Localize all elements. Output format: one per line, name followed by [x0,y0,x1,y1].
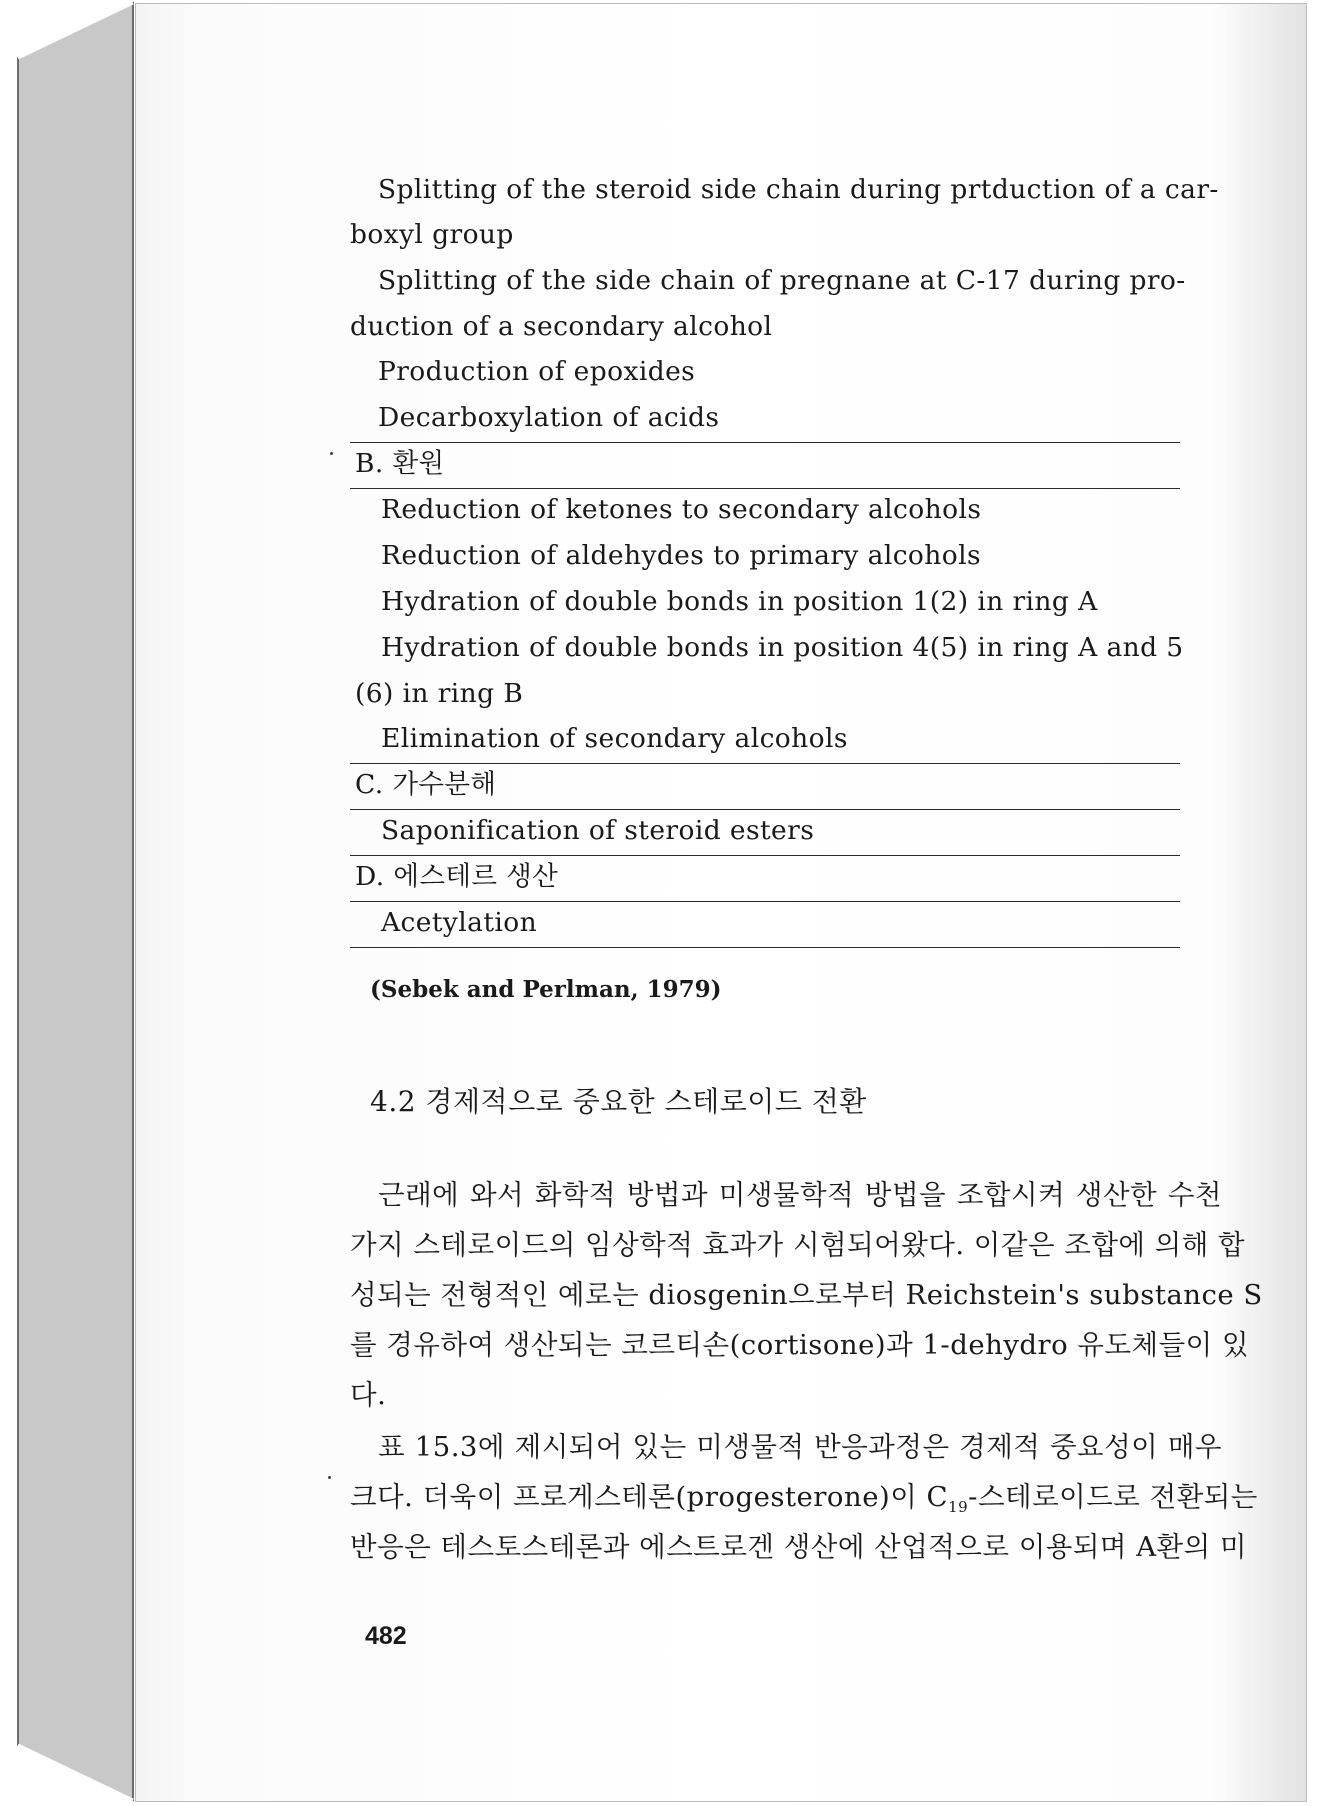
table-rule [350,763,1180,764]
paragraph-line: 표 15.3에 제시되어 있는 미생물적 반응과정은 경제적 중요성이 매우 [378,1431,1222,1463]
table-row-line: Saponification of steroid esters [381,815,815,846]
paragraph-line-part: 크다. 더욱이 프로게스테론(progesterone)이 C [350,1481,949,1513]
paragraph-line: 를 경유하여 생산되는 코르티손(cortisone)과 1-dehydro 유도체들이 있 [350,1329,1250,1361]
table-row-line: (6) in ring B [355,678,524,709]
speck-mark [328,1476,331,1479]
table-rule [350,488,1180,489]
table-section-heading: D. 에스테르 생산 [355,861,559,892]
table-row-line: duction of a secondary alcohol [350,311,773,342]
paragraph-line [350,1481,1258,1516]
table-rule [350,947,1180,948]
table-row-line: Reduction of ketones to secondary alcohols [381,494,982,525]
paragraph-line: 근래에 와서 화학적 방법과 미생물학적 방법을 조합시켜 생산한 수천 [378,1179,1222,1211]
table-row-line: Elimination of secondary alcohols [381,723,848,754]
table-rule [350,809,1180,810]
table-rule [350,442,1180,443]
table-section-heading: C. 가수분해 [355,769,497,800]
table-row-line: Acetylation [381,907,538,938]
paragraph-line: 반응은 테스토스테론과 에스트로겐 생산에 산업적으로 이용되며 A환의 미 [350,1531,1247,1563]
table-row-line: Production of epoxides [378,356,696,387]
table-row-line: Hydration of double bonds in position 1(2) in ring A [381,586,1098,617]
table-section-heading: B. 환원 [355,448,445,479]
table-row-line: boxyl group [350,219,514,250]
paragraph-line-part: -스테로이드로 전환되는 [968,1481,1258,1513]
paragraph-line: 가지 스테로이드의 임상학적 효과가 시험되어왔다. 이같은 조합에 의해 합 [350,1229,1246,1261]
table-row-line: Reduction of aldehydes to primary alcohols [381,540,981,571]
paragraph-line: 다. [350,1379,387,1411]
table-citation: (Sebek and Perlman, 1979) [370,976,722,1003]
table-row-line: Splitting of the steroid side chain during prtduction of a car- [378,174,1219,205]
table-rule [350,901,1180,902]
paragraph-line: 성되는 전형적인 예로는 diosgenin으로부터 Reichstein's substance S [350,1279,1263,1311]
table-row-line: Splitting of the side chain of pregnane at C-17 during pro- [378,265,1186,296]
table-row-line: Hydration of double bonds in position 4(5) in ring A and 5 [381,632,1184,663]
section-heading: 4.2 경제적으로 중요한 스테로이드 전환 [370,1085,867,1118]
table-rule [350,855,1180,856]
subscript-19: 19 [948,1498,969,1516]
page-number: 482 [365,1622,407,1650]
speck-mark [330,452,333,455]
table-row-line: Decarboxylation of acids [378,402,720,433]
